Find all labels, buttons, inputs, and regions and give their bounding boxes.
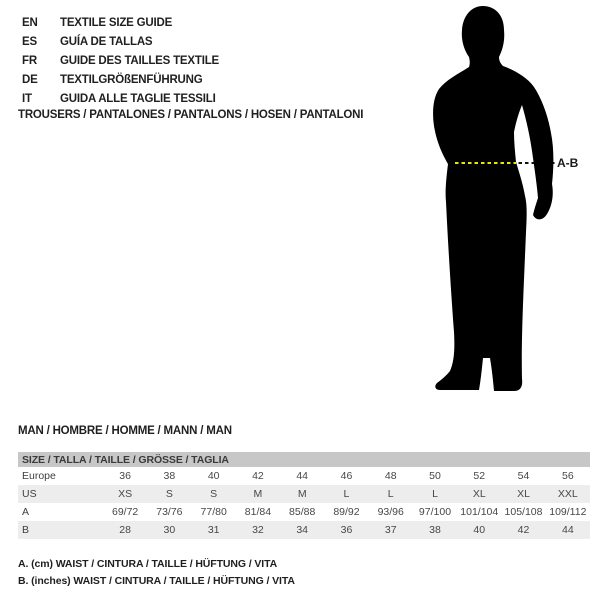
size-cell: 40 (207, 470, 220, 482)
size-cell: 85/88 (289, 506, 316, 518)
size-cell: 77/80 (200, 506, 227, 518)
size-table-header-row (18, 452, 590, 467)
size-cell: 101/104 (460, 506, 499, 518)
language-code: IT (22, 93, 32, 105)
language-code: EN (22, 17, 38, 29)
measurement-notes (18, 556, 295, 590)
size-row-label: Europe (22, 470, 56, 482)
size-cell: XL (517, 488, 530, 500)
language-row-en (22, 14, 219, 33)
size-cell: 97/100 (418, 506, 452, 518)
size-cell: S (210, 488, 218, 500)
language-code: FR (22, 55, 37, 67)
size-table-row (18, 467, 590, 485)
size-cell: 73/76 (156, 506, 183, 518)
language-code: DE (22, 74, 38, 86)
language-row-fr (22, 52, 219, 71)
language-label: GUÍA DE TALLAS (60, 36, 153, 48)
size-cell: 109/112 (549, 506, 587, 518)
language-row-it (22, 90, 219, 109)
size-cell: 36 (340, 524, 353, 536)
size-cell: 81/84 (244, 506, 272, 518)
measure-label: A-B (557, 156, 579, 170)
size-cell: 30 (163, 524, 176, 536)
size-cell: 44 (296, 470, 309, 482)
size-cell: 56 (561, 470, 574, 482)
size-row-label: US (22, 488, 37, 500)
size-table-row (18, 521, 590, 539)
size-cell: 50 (429, 470, 441, 482)
language-row-de (22, 71, 219, 90)
note-waist-cm: A. (cm) WAIST / CINTURA / TAILLE / HÜFTUNG / VITA (18, 558, 278, 570)
size-cell: 38 (163, 470, 176, 482)
language-row-es (22, 33, 219, 52)
man-silhouette (433, 6, 553, 391)
language-label: GUIDE DES TAILLES TEXTILE (60, 55, 219, 67)
size-cell: 38 (429, 524, 441, 536)
language-label: GUIDA ALLE TAGLIE TESSILI (60, 93, 216, 105)
size-cell: 105/108 (504, 506, 543, 518)
size-table-row (18, 485, 590, 503)
size-cell: 32 (252, 524, 264, 536)
size-cell: XS (118, 488, 133, 500)
size-cell: 93/96 (377, 506, 404, 518)
size-cell: 31 (207, 524, 220, 536)
size-cell: 42 (252, 470, 264, 482)
note-waist-inches: B. (inches) WAIST / CINTURA / TAILLE / HÜFTUNG / VITA (18, 575, 295, 587)
language-label: TEXTILE SIZE GUIDE (60, 17, 173, 29)
size-row-label: A (22, 506, 30, 518)
size-row-label: B (22, 524, 30, 536)
size-cell: XXL (557, 488, 578, 500)
size-cell: L (387, 488, 394, 500)
size-table-row (18, 503, 590, 521)
size-cell: 44 (561, 524, 574, 536)
language-label: TEXTILGRÖßENFÜHRUNG (60, 74, 203, 86)
size-cell: 69/72 (111, 506, 139, 518)
language-list (22, 14, 219, 109)
size-cell: XL (472, 488, 486, 500)
size-cell: 42 (517, 524, 530, 536)
size-cell: 48 (384, 470, 397, 482)
size-cell: L (343, 488, 350, 500)
size-cell: 46 (340, 470, 353, 482)
garment-heading: TROUSERS / PANTALONES / PANTALONS / HOSEN / PANTALONI (18, 109, 364, 121)
size-cell: 37 (384, 524, 397, 536)
size-table-header: SIZE / TALLA / TAILLE / GRÖSSE / TAGLIA (18, 452, 590, 467)
size-cell: 54 (517, 470, 530, 482)
size-cell: S (165, 488, 173, 500)
size-cell: L (432, 488, 438, 500)
size-table-body (18, 467, 590, 539)
size-cell: 52 (473, 470, 486, 482)
size-cell: 36 (119, 470, 131, 482)
size-cell: M (253, 488, 263, 500)
language-code: ES (22, 36, 37, 48)
size-cell: M (297, 488, 307, 500)
size-cell: 40 (473, 524, 486, 536)
size-cell: 34 (296, 524, 309, 536)
man-silhouette-figure (400, 0, 590, 400)
section-heading: MAN / HOMBRE / HOMME / MANN / MAN (18, 425, 232, 437)
size-cell: 89/92 (333, 506, 360, 518)
size-cell: 28 (119, 524, 131, 536)
size-table (18, 452, 590, 539)
